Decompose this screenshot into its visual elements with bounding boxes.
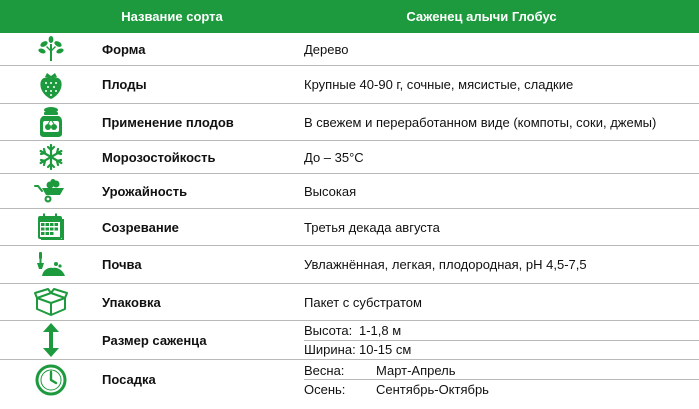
jam-jar-icon [0,106,102,138]
shovel-soil-icon [0,252,102,278]
row-label: Применение плодов [102,114,234,130]
size-width [304,340,699,359]
table-header [0,0,699,33]
row-label: Размер саженца [102,332,207,348]
row-label: Упаковка [102,294,161,310]
planting-autumn [304,379,699,398]
row-label: Морозостойкость [102,149,216,165]
table-row [0,33,699,66]
sub-key: Высота: [304,323,353,338]
table-row [0,141,699,174]
table-row [0,321,699,360]
header-product-name: Саженец алычи Глобус [406,9,557,24]
box-icon [0,288,102,316]
planting-spring [304,361,699,379]
size-height [304,322,699,340]
sub-key: Ширина: [304,342,356,357]
sub-value: Март-Апрель [376,362,456,378]
table-row [0,174,699,209]
row-label: Урожайность [102,183,188,199]
row-label: Созревание [102,219,179,235]
row-value: Дерево [304,41,349,57]
row-label: Плоды [102,77,147,92]
table-row [0,66,699,104]
sub-value: 1-1,8 м [359,323,402,338]
row-value: Увлажнённая, легкая, плодородная, pH 4,5-7,5 [304,257,587,272]
vertical-arrows-icon [0,323,102,357]
wheelbarrow-icon [0,179,102,203]
sub-key: Весна: [304,362,345,378]
table-row [0,209,699,246]
row-value: До – 35°C [304,149,364,165]
size-details [304,322,699,359]
header-variety-name: Название сорта [121,9,223,24]
clock-icon [0,364,102,396]
row-value: Высокая [304,183,357,199]
row-value: Крупные 40-90 г, сочные, мясистые, сладкие [304,77,574,92]
tree-icon [0,36,102,62]
row-label: Почва [102,257,142,272]
sub-value: 10-15 см [359,342,412,357]
row-label: Посадка [102,372,156,387]
row-value: Третья декада августа [304,219,440,235]
sub-value: Сентябрь-Октябрь [376,381,489,397]
planting-details [304,361,699,398]
row-value: В свежем и переработанном виде (компоты, соки, джемы) [304,114,657,130]
row-value: Пакет с субстратом [304,294,422,310]
sub-key: Осень: [304,381,346,397]
calendar-icon [0,213,102,241]
snowflake-icon [0,144,102,170]
table-row [0,104,699,141]
table-row [0,360,699,399]
table-row [0,284,699,321]
strawberry-icon [0,70,102,100]
row-label: Форма [102,41,146,57]
table-row [0,246,699,284]
